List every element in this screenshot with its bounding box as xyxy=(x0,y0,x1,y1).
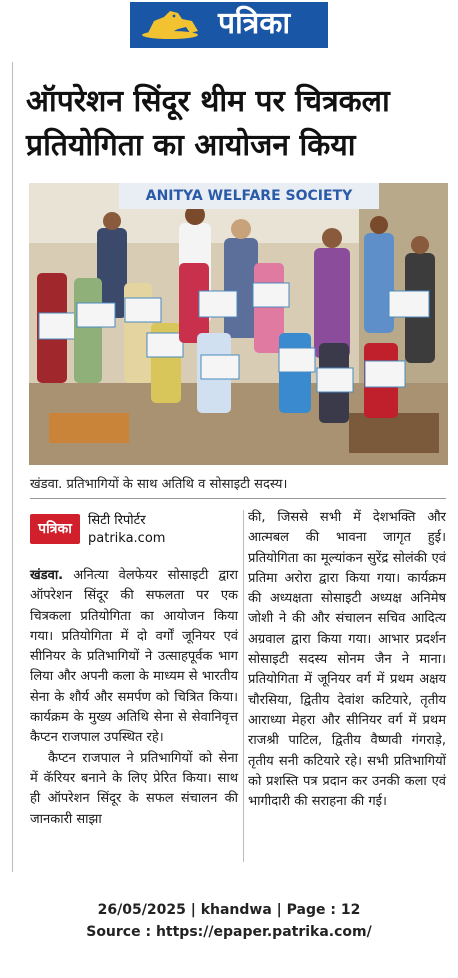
article-paragraph-3: की, जिससे सभी में देशभक्ति और आत्मबल की भावना जागृत हुई। प्रतियोगिता का मूल्यांकन सुरेंद्र सोलंकी एवं प्रतिमा अरोरा द्वारा किया गया। कार्यक्रम की अध्यक्षता सोसाइटी अध्यक्ष अनिमेष जोशी ने की और संचालन सचिव आदित्य अग्रवाल द्वारा किया गया। आभार प्रदर्शन सोसाइटी सदस्य सोनम जैन ने माना। प्रतियोगिता में जूनियर वर्ग में प्रथम अक्षय चौरसिया, द्वितीय देवांश कटियारे, तृतीय आराध्या मेहरा और सीनियर वर्ग में प्रथम राजश्री पाटिल, द्वितीय वैष्णवी गंगराड़े, तृतीय सनी कटियारे रहे। सभी प्रतिभागियों को प्रशस्ति पत्र प्रदान कर उनकी कला एवं भागीदारी की सराहना की गई। xyxy=(248,510,446,810)
article-column-left xyxy=(30,566,238,830)
lion-logo-icon xyxy=(140,7,204,43)
patrika-logo-badge: पत्रिका xyxy=(30,514,80,544)
article-paragraph-1: अनित्या वेलफेयर सोसाइटी द्वारा ऑपरेशन सिंदूर की सफलता पर एक चित्रकला प्रतियोगिता का आयोजन किया गया। प्रतियोगिता में दो वर्गों जूनियर एवं सीनियर के प्रतिभागियों ने उत्साहपूर्वक भाग लिया और अपनी कला के माध्यम से भारतीय सेना के शौर्य और समर्पण को चित्रित किया। कार्यक्रम के मुख्य अतिथि सेना से सेवानिवृत्त कैप्टन राजपाल उपस्थित रहे। xyxy=(30,568,238,746)
article-column-right xyxy=(248,508,446,812)
group-photo-graphic xyxy=(29,183,448,465)
masthead xyxy=(130,2,328,48)
site-label: patrika.com xyxy=(88,531,166,546)
article-paragraph-2: कैप्टन राजपाल ने प्रतिभागियों को सेना में कॅरियर बनाने के लिए प्रेरित किया। साथ ही ऑपरेशन सिंदूर के सफल संचालन की जानकारी साझा xyxy=(30,750,238,827)
photo-banner: ANITYA WELFARE SOCIETY xyxy=(119,183,379,209)
masthead-title: पत्रिका xyxy=(218,6,291,41)
byline xyxy=(88,512,165,548)
footer-date-line: 26/05/2025 | khandwa | Page : 12 xyxy=(97,902,361,918)
photo-caption: खंडवा. प्रतिभागियों के साथ अतिथि व सोसाइटी सदस्य। xyxy=(30,474,446,499)
footer-source-line: Source : https://epaper.patrika.com/ xyxy=(86,924,372,940)
dateline: खंडवा. xyxy=(30,568,64,583)
column-divider xyxy=(243,510,244,862)
event-photo xyxy=(29,183,448,465)
reporter-label: सिटी रिपोर्टर xyxy=(88,513,146,528)
headline: ऑपरेशन सिंदूर थीम पर चित्रकला प्रतियोगिता का आयोजन किया xyxy=(26,84,390,163)
